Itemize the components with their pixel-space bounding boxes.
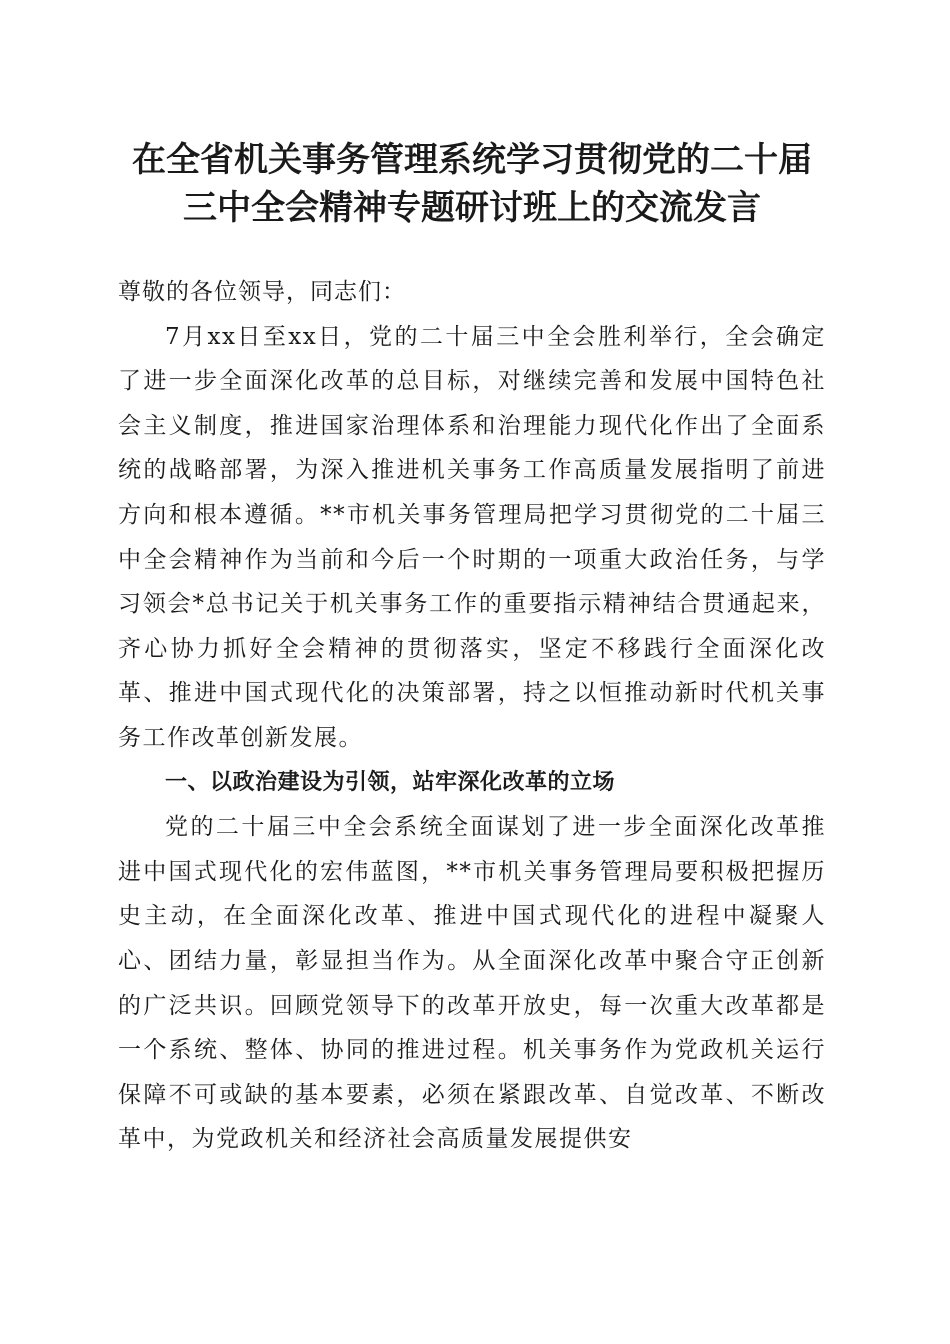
title-line-1: 在全省机关事务管理系统学习贯彻党的二十届 bbox=[132, 140, 812, 180]
salutation: 尊敬的各位领导，同志们： bbox=[118, 279, 406, 305]
section-paragraph: 党的二十届三中全会系统全面谋划了进一步全面深化改革推进中国式现代化的宏伟蓝图，**市机关事务管理局要积极把握历史主动，在全面深化改革、推进中国式现代化的进程中凝聚人心、团结力量，彰显担当作为。从全面深化改革中聚合守正创新的广泛共识。回顾党领导下的改革开放史，每一次重大改革都是一个系统、整体、协同的推进过程。机关事务作为党政机关运行保障不可或缺的基本要素，必须在紧跟改革、自觉改革、不断改革中，为党政机关和经济社会高质量发展提供安 bbox=[118, 814, 826, 1153]
intro-paragraph: 7月xx日至xx日，党的二十届三中全会胜利举行，全会确定了进一步全面深化改革的总目标，对继续完善和发展中国特色社会主义制度，推进国家治理体系和治理能力现代化作出了全面系统的战略部署，为深入推进机关事务工作高质量发展指明了前进方向和根本遵循。**市机关事务管理局把学习贯彻党的二十届三中全会精神作为当前和今后一个时期的一项重大政治任务，与学习领会*总书记关于机关事务工作的重要指示精神结合贯通起来，齐心协力抓好全会精神的贯彻落实，坚定不移践行全面深化改革、推进中国式现代化的决策部署，持之以恒推动新时代机关事务工作改革创新发展。 bbox=[118, 323, 826, 751]
document-page bbox=[118, 136, 826, 1162]
title-line-2: 三中全会精神专题研讨班上的交流发言 bbox=[183, 188, 761, 228]
section-heading: 一、以政治建设为引领，站牢深化改革的立场 bbox=[165, 769, 616, 795]
document-title bbox=[118, 136, 826, 232]
